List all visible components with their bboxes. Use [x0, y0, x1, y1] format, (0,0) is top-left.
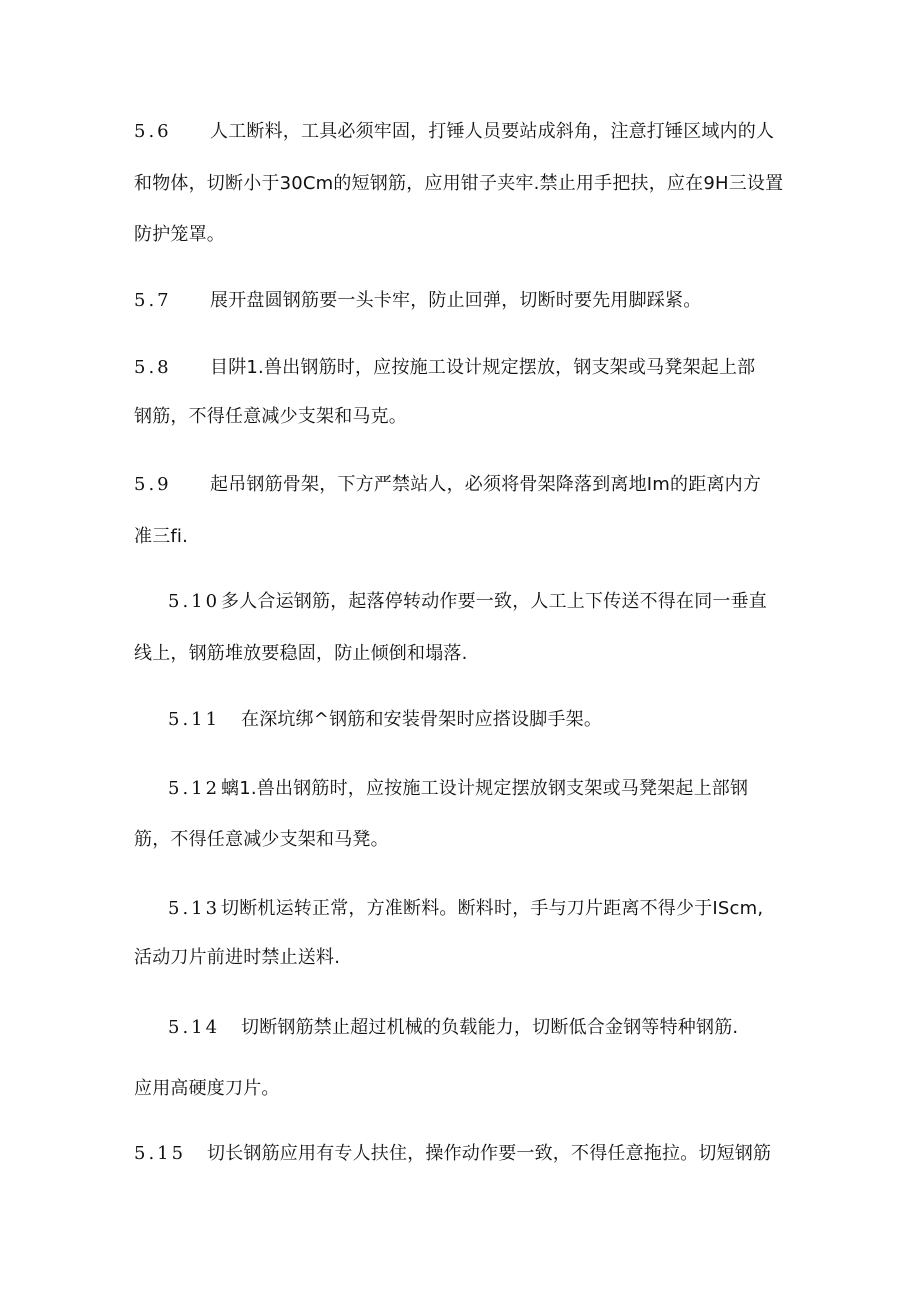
section-number: 5.7	[134, 290, 172, 311]
section-text: 目阱1.兽出钢筋时，应按施工设计规定摆放，钢支架或马凳架起上部	[210, 357, 756, 378]
section-text: 展开盘圆钢筋要一头卡牢，防止回弹，切断时要先用脚踩紧。	[210, 290, 702, 311]
paragraph-line	[168, 708, 602, 732]
paragraph-line: 活动刀片前进时禁止送料.	[134, 947, 341, 968]
section-number: 5.9	[134, 474, 172, 495]
paragraph-line	[168, 1016, 738, 1040]
section-text: 人工断料，工具必须牢固，打锤人员要站成斜角，注意打锤区域内的人	[210, 121, 775, 142]
paragraph-line: 防护笼罩。	[134, 224, 225, 245]
section-number: 5.6	[134, 121, 172, 142]
section-number: 5.8	[134, 357, 172, 378]
paragraph-line: 和物体，切断小于30Cm的短钢筋，应用钳子夹牢.禁止用手把扶，应在9H三设置	[134, 173, 784, 194]
paragraph-line	[168, 590, 767, 614]
paragraph-line	[134, 120, 774, 144]
section-number: 5.14	[168, 1017, 221, 1038]
section-text: 多人合运钢筋，起落停转动作要一致，人工上下传送不得在同一垂直	[221, 591, 767, 612]
section-number: 5.15	[134, 1143, 187, 1164]
paragraph-line	[168, 777, 748, 801]
section-text: 切断机运转正常，方准断料。断料时，手与刀片距离不得少于IScm,	[221, 898, 764, 919]
paragraph-line: 准三fi.	[134, 526, 189, 547]
section-number: 5.11	[168, 709, 221, 730]
paragraph-line: 筋，不得任意减少支架和马凳。	[134, 829, 389, 850]
section-text: 切长钢筋应用有专人扶住，操作动作要一致，不得任意拖拉。切短钢筋	[207, 1143, 772, 1164]
paragraph-line	[168, 897, 763, 921]
section-text: 在深坑绑^钢筋和安装骨架时应搭设脚手架。	[241, 709, 603, 730]
paragraph-line: 钢筋，不得任意减少支架和马克。	[134, 406, 407, 427]
section-text: 切断钢筋禁止超过机械的负载能力，切断低合金钢等特种钢筋.	[241, 1017, 739, 1038]
paragraph-line	[134, 289, 701, 313]
section-text: 起吊钢筋骨架，下方严禁站人，必须将骨架降落到离地Im的距离内方	[210, 474, 762, 495]
paragraph-line	[134, 356, 755, 380]
section-number: 5.12	[168, 778, 221, 799]
paragraph-line	[134, 1142, 771, 1166]
paragraph-line: 应用高硬度刀片。	[134, 1078, 280, 1099]
section-number: 5.13	[168, 898, 221, 919]
paragraph-line	[134, 473, 761, 497]
section-text: 螭1.兽出钢筋时，应按施工设计规定摆放钢支架或马凳架起上部钢	[221, 778, 749, 799]
section-number: 5.10	[168, 591, 221, 612]
paragraph-line: 线上，钢筋堆放要稳固，防止倾倒和塌落.	[134, 643, 468, 664]
